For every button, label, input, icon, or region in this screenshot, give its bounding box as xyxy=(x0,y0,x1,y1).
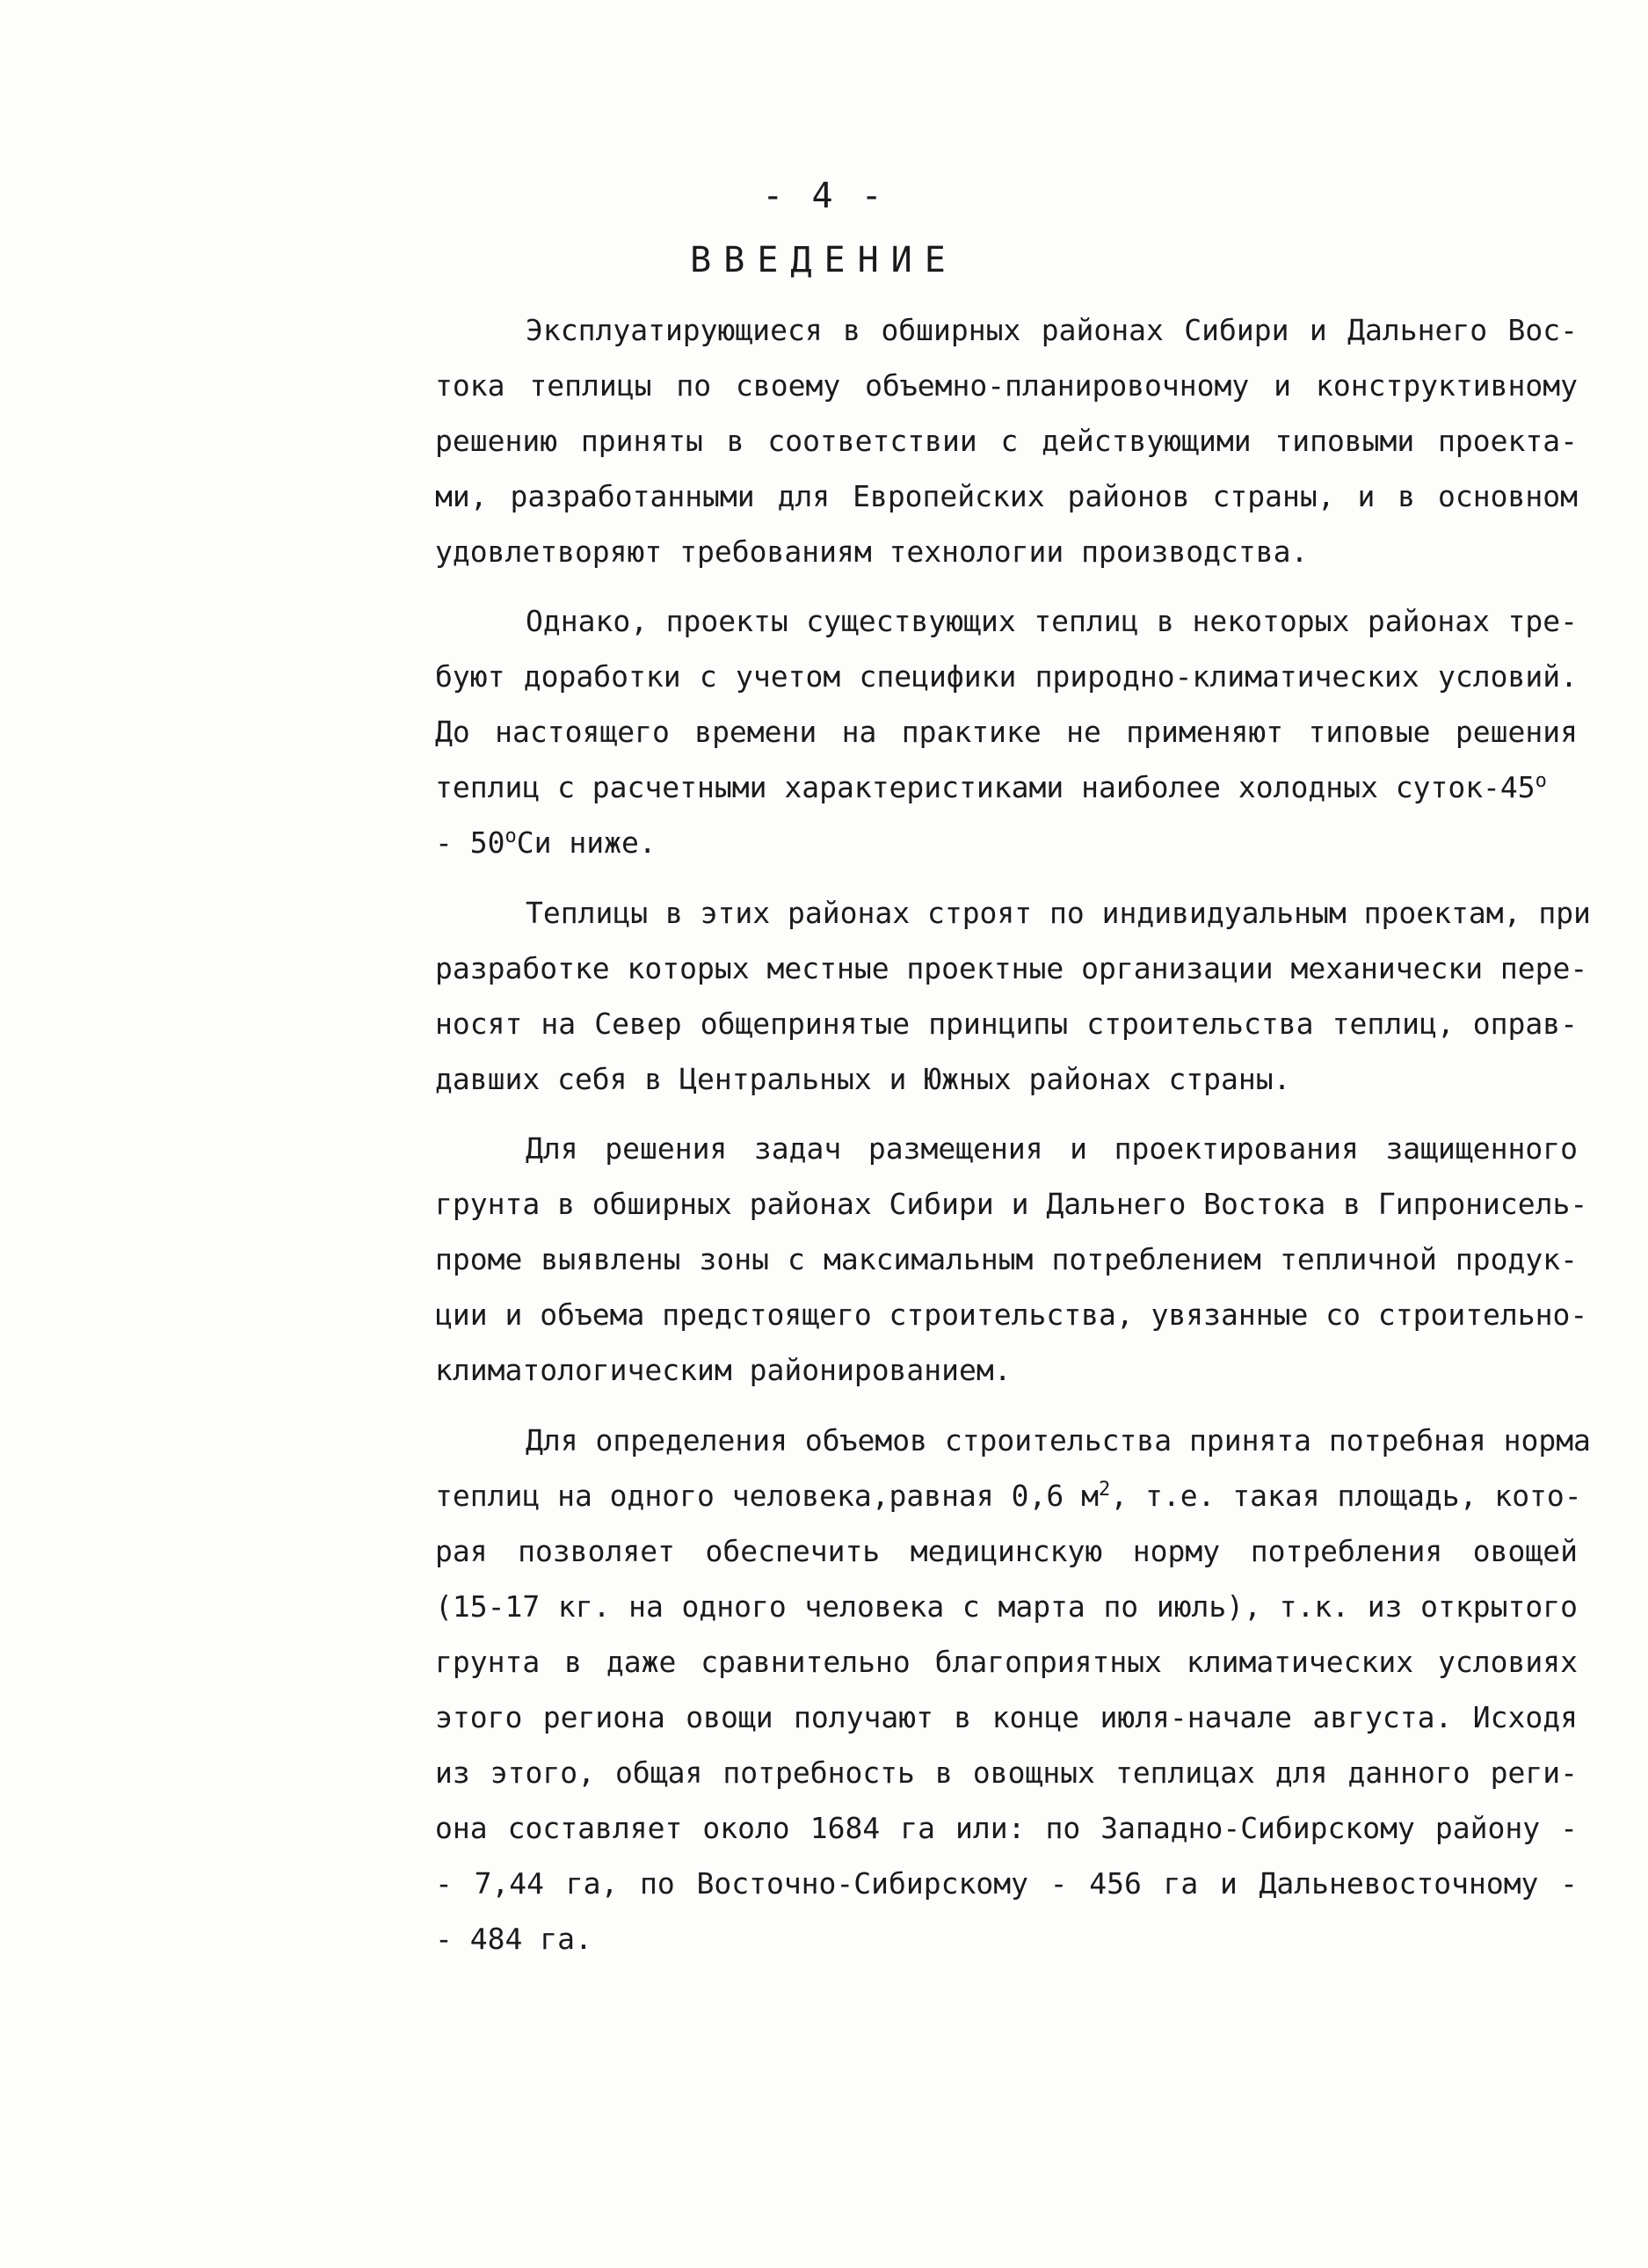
paragraph-5-line-5: грунта в даже сравнительно благоприятных климатических условиях xyxy=(435,1645,1578,1679)
paragraph-3-line-1: Теплицы в этих районах строят по индивидуальным проектам, при xyxy=(526,896,1591,930)
paragraph-5-line-3: рая позволяет обеспечить медицинскую норму потребления овощей xyxy=(435,1534,1578,1568)
page-number: - 4 - xyxy=(762,176,886,216)
square-superscript: 2 xyxy=(1098,1479,1111,1501)
paragraph-4-line-5: климатологическим районированием. xyxy=(435,1353,1012,1387)
paragraph-1-line-3: решению приняты в соответствии с действующими типовыми проекта- xyxy=(435,424,1578,458)
paragraph-2-line-2: буют доработки с учетом специфики природно-климатических условий. xyxy=(435,659,1578,694)
paragraph-5-line-4: (15-17 кг. на одного человека с марта по июль), т.к. из открытого xyxy=(435,1589,1578,1624)
paragraph-4-line-1: Для решения задач размещения и проектирования защищенного xyxy=(526,1131,1578,1166)
paragraph-5-line-2 xyxy=(435,1473,1582,1519)
paragraph-3-line-3: носят на Север общепринятые принципы строительства теплиц, оправ- xyxy=(435,1007,1578,1041)
degree-superscript: о xyxy=(1535,770,1547,792)
paragraph-5-line-8: она составляет около 1684 га или: по Западно-Сибирскому району - xyxy=(435,1811,1578,1845)
paragraph-1-line-1: Эксплуатирующиеся в обширных районах Сибири и Дальнего Вос- xyxy=(526,313,1578,347)
paragraph-5-line-9: - 7,44 га, по Восточно-Сибирскому - 456 га и Дальневосточному - xyxy=(435,1866,1578,1901)
paragraph-4-line-2: грунта в обширных районах Сибири и Дальнего Востока в Гипронисель- xyxy=(435,1187,1588,1221)
paragraph-5-line-2-text-b: , т.е. такая площадь, кото- xyxy=(1110,1479,1582,1513)
section-heading: ВВЕДЕНИЕ xyxy=(690,240,958,280)
paragraph-1-line-2: тока теплицы по своему объемно-планировочному и конструктивному xyxy=(435,368,1578,403)
paragraph-2-line-3: До настоящего времени на практике не применяют типовые решения xyxy=(435,715,1578,749)
paragraph-5-line-10: - 484 га. xyxy=(435,1922,592,1956)
paragraph-1-line-4: ми, разработанными для Европейских районов страны, и в основном xyxy=(435,479,1578,513)
paragraph-3-line-4: давших себя в Центральных и Южных районах страны. xyxy=(435,1062,1291,1096)
paragraph-2-line-5 xyxy=(435,820,1578,866)
paragraph-5-line-7: из этого, общая потребность в овощных теплицах для данного реги- xyxy=(435,1756,1578,1790)
paragraph-3-line-2: разработке которых местные проектные организации механически пере- xyxy=(435,951,1588,985)
paragraph-4-line-3: проме выявлены зоны с максимальным потреблением тепличной продук- xyxy=(435,1242,1578,1276)
paragraph-2-line-5-text-a: - 50 xyxy=(435,825,505,860)
paragraph-5-line-2-text-a: теплиц на одного человека,равная 0,6 м xyxy=(435,1479,1099,1513)
paragraph-2-line-1: Однако, проекты существующих теплиц в некоторых районах тре- xyxy=(526,604,1578,638)
paragraph-1-line-5: удовлетворяют требованиям технологии производства. xyxy=(435,534,1309,569)
paragraph-2-line-5-text-b: Си ниже. xyxy=(516,825,657,860)
paragraph-2-line-4-text: теплиц с расчетными характеристиками наиболее холодных суток-45 xyxy=(435,770,1535,804)
degree-superscript: о xyxy=(505,825,517,847)
paragraph-2-line-4 xyxy=(435,765,1578,811)
paragraph-5-line-6: этого региона овощи получают в конце июля-начале августа. Исходя xyxy=(435,1700,1578,1734)
paragraph-4-line-4: ции и объема предстоящего строительства, увязанные со строительно- xyxy=(435,1298,1588,1332)
paragraph-5-line-1: Для определения объемов строительства принята потребная норма xyxy=(526,1423,1591,1457)
